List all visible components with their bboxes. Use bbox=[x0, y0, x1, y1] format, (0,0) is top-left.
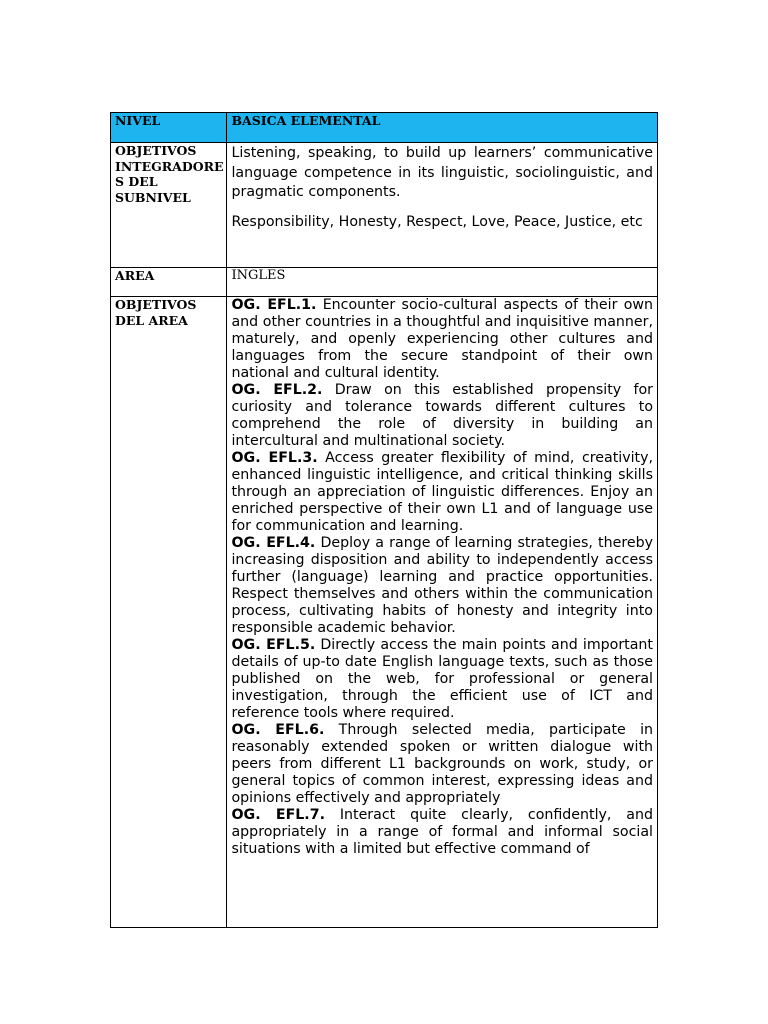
area-value: INGLES bbox=[231, 268, 286, 283]
og-text: Directly access the main points and important details of up-to date English language texts, such as those published on the web, for professional or general investigation, through the efficient use of ICT and reference tools where required. bbox=[231, 637, 653, 721]
og-code: OG. EFL.1. bbox=[231, 297, 317, 313]
og-item-7 bbox=[231, 807, 653, 858]
nivel-label: NIVEL bbox=[115, 113, 161, 128]
area-value-cell bbox=[227, 268, 658, 297]
area-label-cell bbox=[111, 268, 227, 297]
area-label: AREA bbox=[115, 268, 155, 283]
og-code: OG. EFL.2. bbox=[231, 382, 323, 398]
og-text: Access greater flexibility of mind, creativity, enhanced linguistic intelligence, and critical thinking skills through an appreciation of linguistic differences. Enjoy an enriched perspective of their own L1 and of language use for communication and learning. bbox=[231, 450, 654, 534]
area-row bbox=[111, 268, 658, 297]
objetivos-integradores-paragraph-2: Responsibility, Honesty, Respect, Love, Peace, Justice, etc bbox=[231, 213, 643, 230]
objetivos-integradores-paragraph-1: Listening, speaking, to build up learners’ communicative language competence in its linguistic, sociolinguistic, and pragmatic components. bbox=[231, 145, 653, 201]
og-item-5 bbox=[231, 637, 653, 722]
objetivos-area-value-cell bbox=[227, 297, 658, 928]
og-item-4 bbox=[231, 535, 653, 637]
og-text: Encounter socio-cultural aspects of their own and other countries in a thoughtful and inquisitive manner, maturely, and openly experiencing other cultures and languages from the secure standpoint of their own national and cultural identity. bbox=[231, 297, 653, 381]
nivel-value: BASICA ELEMENTAL bbox=[231, 113, 381, 128]
objetivos-integradores-label: OBJETIVOS INTEGRADORE S DEL SUBNIVEL bbox=[115, 143, 224, 205]
og-text: Through selected media, participate in reasonably extended spoken or written dialogue with peers from different L1 backgrounds on work, study, or general topics of common interest, expressing ideas and opinions effectively and appropriately bbox=[231, 722, 654, 806]
og-item-1 bbox=[231, 297, 653, 382]
og-text: Interact quite clearly, confidently, and appropriately in a range of formal and informal social situations with a limited but effective command of bbox=[231, 807, 653, 857]
objetivos-area-label: OBJETIVOS DEL AREA bbox=[115, 297, 197, 328]
og-code: OG. EFL.6. bbox=[231, 722, 325, 738]
og-code: OG. EFL.3. bbox=[231, 450, 318, 466]
og-text: Deploy a range of learning strategies, thereby increasing disposition and ability to independently access further (language) learning and practice opportunities. Respect themselves and others within the communication process, cultivating habits of honesty and integrity into responsible academic behavior. bbox=[231, 535, 653, 636]
og-item-3 bbox=[231, 450, 653, 535]
curriculum-table bbox=[110, 112, 658, 928]
objetivos-area-row bbox=[111, 297, 658, 928]
objetivos-integradores-label-cell bbox=[111, 143, 227, 268]
objetivos-area-list bbox=[231, 297, 653, 858]
objetivos-integradores-value-cell bbox=[227, 143, 658, 268]
og-code: OG. EFL.5. bbox=[231, 637, 316, 653]
og-code: OG. EFL.7. bbox=[231, 807, 325, 823]
og-item-6 bbox=[231, 722, 653, 807]
nivel-value-cell bbox=[227, 113, 658, 143]
og-code: OG. EFL.4. bbox=[231, 535, 316, 551]
og-text: Draw on this established propensity for curiosity and tolerance towards different cultures to comprehend the role of diversity in building an intercultural and multinational society. bbox=[231, 382, 654, 449]
og-item-2 bbox=[231, 382, 653, 450]
header-row bbox=[111, 113, 658, 143]
objetivos-integradores-row bbox=[111, 143, 658, 268]
objetivos-area-label-cell bbox=[111, 297, 227, 928]
nivel-label-cell bbox=[111, 113, 227, 143]
